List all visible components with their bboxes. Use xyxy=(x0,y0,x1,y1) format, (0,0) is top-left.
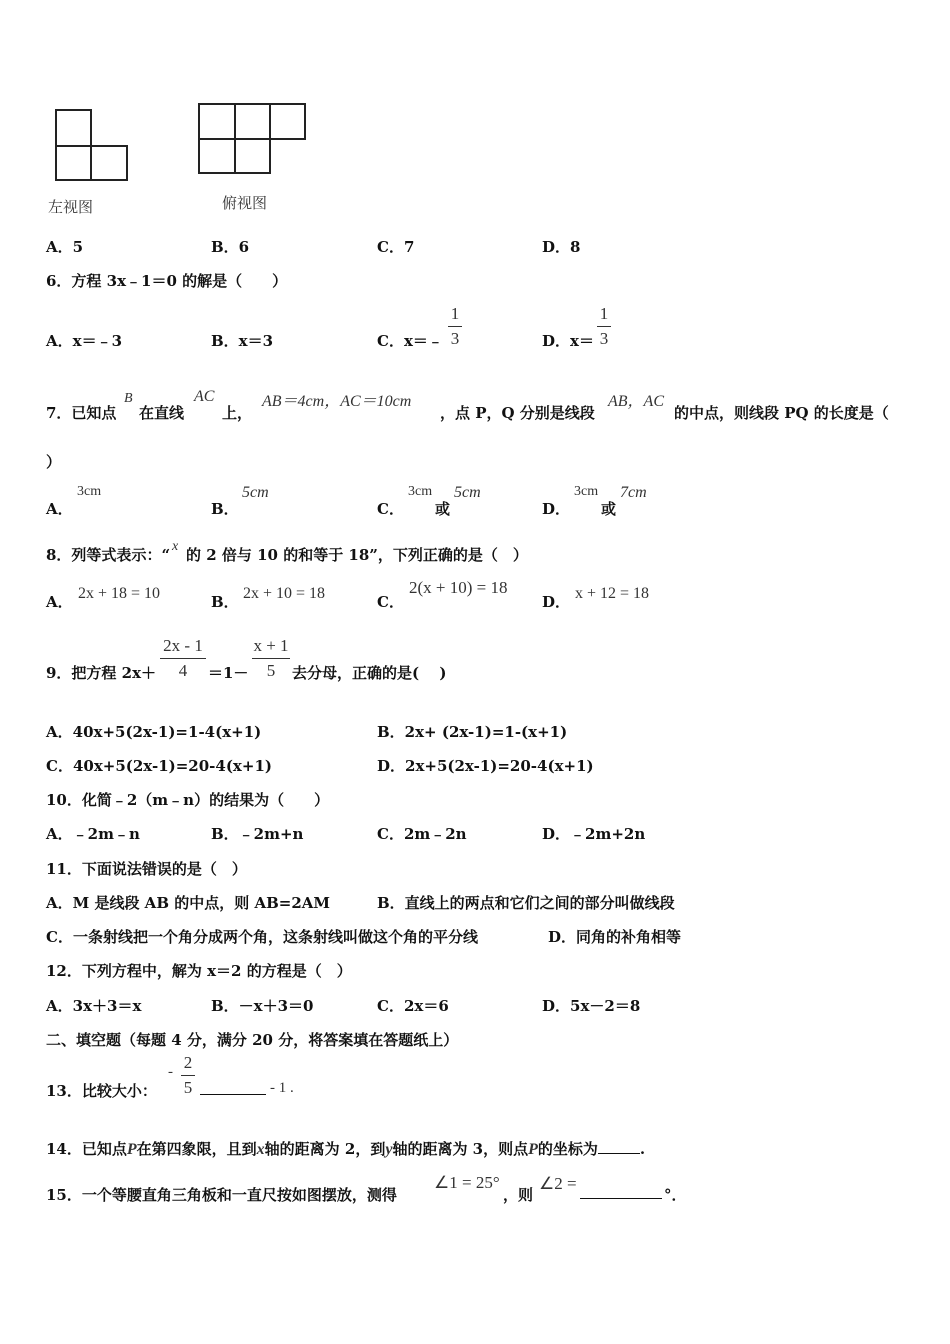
q14-axis-y: y xyxy=(385,1141,393,1158)
q15-unit: °． xyxy=(664,1186,687,1204)
fraction-denominator: 3 xyxy=(599,329,609,348)
q5-option-b: B．6 xyxy=(211,238,250,256)
q12-option-b: B．－x＋3＝0 xyxy=(211,997,314,1015)
fraction-bar xyxy=(597,326,611,327)
q9-option-d: D．2x+5(2x-1)=20-4(x+1) xyxy=(377,757,594,775)
q7-segments: AB，AC xyxy=(608,393,664,410)
q9-fraction-1 xyxy=(160,635,206,682)
q12-option-d: D．5x－2＝8 xyxy=(542,997,641,1015)
q14-end: . xyxy=(639,1140,646,1158)
q7-lengths: AB＝4cm，AC＝10cm xyxy=(262,393,412,410)
q7-option-c-label: C． xyxy=(377,500,404,518)
q14-text-2: 在第四象限，且到 xyxy=(136,1140,257,1158)
q6-option-d-fraction xyxy=(597,303,611,350)
q11-option-b: B．直线上的两点和它们之间的部分叫做线段 xyxy=(377,894,675,912)
q13-tail: - 1 . xyxy=(270,1080,294,1096)
q9-stem-start: 9．把方程 2x＋ xyxy=(46,664,157,682)
q7-option-d-or: 或 xyxy=(601,500,617,518)
q7-option-b-label: B． xyxy=(211,500,239,518)
q8-option-c-label: C． xyxy=(377,593,404,611)
q7-option-a-label: A． xyxy=(46,500,73,518)
q15-angle-2: ∠2 = xyxy=(539,1174,577,1193)
q15-answer-blank[interactable] xyxy=(580,1184,662,1203)
q10-option-a: A．﹣2m﹣n xyxy=(46,825,140,843)
q9-option-b: B．2x+ (2x-1)=1-(x+1) xyxy=(377,723,568,741)
q14-point-p: P xyxy=(126,1141,137,1158)
left-view-figure xyxy=(56,110,127,180)
top-view-figure xyxy=(199,104,305,173)
q14-answer-blank[interactable] xyxy=(598,1139,640,1154)
q10-option-c: C．2m﹣2n xyxy=(377,825,467,843)
q7-option-d-label: D． xyxy=(542,500,571,518)
q9-equals: ＝1－ xyxy=(208,664,249,682)
q14-point-p-2: P xyxy=(528,1141,538,1158)
q11-option-d: D．同角的补角相等 xyxy=(548,928,682,946)
q7-close-paren: ） xyxy=(46,453,62,471)
q9-option-a: A．40x+5(2x-1)=1-4(x+1) xyxy=(46,723,262,741)
q11-stem: 11．下面说法错误的是（ ） xyxy=(46,860,247,878)
fraction-denominator: 4 xyxy=(178,661,188,680)
q7-line-ac: AC xyxy=(194,388,215,405)
fraction-denominator: 5 xyxy=(266,661,276,680)
q14-text-5: 的坐标为 xyxy=(537,1140,598,1158)
q9-option-c: C．40x+5(2x-1)=20-4(x+1) xyxy=(46,757,272,775)
q7-option-a-value: 3cm xyxy=(77,484,102,499)
q13-negative-sign: - xyxy=(168,1064,173,1080)
q7-on-line: 在直线 xyxy=(139,404,185,422)
fraction-bar xyxy=(160,658,206,659)
q8-stem-end: 的 2 倍与 10 的和等于 18”，下列正确的是（ ） xyxy=(186,546,528,564)
q6-option-d: D．x＝ xyxy=(542,332,594,350)
q13-answer-blank[interactable] xyxy=(200,1080,266,1099)
q8-stem-start: 8．列等式表示：“ xyxy=(46,546,171,564)
q5-option-d: D．8 xyxy=(542,238,581,256)
fraction-bar xyxy=(448,326,462,327)
q14-line xyxy=(46,1138,645,1159)
q8-option-b-value: 2x + 10 = 18 xyxy=(243,585,326,602)
fraction-numerator: 1 xyxy=(450,304,460,323)
q7-option-d-value1: 3cm xyxy=(574,484,599,499)
q5-option-c: C．7 xyxy=(377,238,415,256)
q11-option-a: A．M 是线段 AB 的中点，则 AB=2AM xyxy=(46,894,331,912)
q12-stem: 12．下列方程中，解为 x＝2 的方程是（ ） xyxy=(46,962,352,980)
q7-end-text: 的中点，则线段 PQ 的长度是（ xyxy=(674,404,889,422)
q6-option-a: A．x＝﹣3 xyxy=(46,332,123,350)
q14-text-4: 轴的距离为 3，则点 xyxy=(392,1140,529,1158)
q7-option-d-value2: 7cm xyxy=(620,484,647,501)
q7-option-c-value2: 5cm xyxy=(454,484,481,501)
q7-option-b-value: 5cm xyxy=(242,484,269,501)
q14-axis-x: x xyxy=(256,1141,265,1158)
q8-option-d-value: x + 12 = 18 xyxy=(575,585,650,602)
q7-option-c-or: 或 xyxy=(435,500,451,518)
q8-option-d-label: D． xyxy=(542,593,571,611)
q12-option-a: A．3x＋3＝x xyxy=(46,997,142,1015)
q6-option-c: C．x＝﹣ xyxy=(377,332,443,350)
q8-option-c-value: 2(x + 10) = 18 xyxy=(409,578,508,597)
q8-option-b-label: B． xyxy=(211,593,239,611)
fraction-numerator: 2x - 1 xyxy=(163,636,203,655)
q9-stem-end: 去分母，正确的是( ) xyxy=(292,664,447,682)
left-view-label: 左视图 xyxy=(48,198,94,216)
q6-option-c-fraction xyxy=(448,303,462,350)
fraction-bar xyxy=(181,1075,195,1076)
q15-angle-1: ∠1 = 25° xyxy=(434,1173,500,1192)
q7-shang: 上， xyxy=(222,404,253,422)
q8-option-a-label: A． xyxy=(46,593,73,611)
q7-point-b: B xyxy=(124,391,133,406)
q5-option-a: A．5 xyxy=(46,238,84,256)
fraction-denominator: 5 xyxy=(183,1078,193,1097)
q6-stem: 6．方程 3x﹣1＝0 的解是（ ） xyxy=(46,272,288,290)
fraction-denominator: 3 xyxy=(450,329,460,348)
q10-stem: 10．化简﹣2（m﹣n）的结果为（ ） xyxy=(46,791,330,809)
q14-text-3: 轴的距离为 2，到 xyxy=(264,1140,386,1158)
q9-fraction-2 xyxy=(252,635,290,682)
q10-option-b: B．﹣2m+n xyxy=(211,825,304,843)
q7-mid-text: ，点 P，Q 分别是线段 xyxy=(440,404,595,422)
q14-text-1: 14．已知点 xyxy=(46,1140,127,1158)
q13-stem: 13．比较大小： xyxy=(46,1082,157,1100)
q13-fraction xyxy=(181,1052,195,1099)
q6-option-b: B．x＝3 xyxy=(211,332,274,350)
fraction-numerator: 1 xyxy=(599,304,609,323)
q12-option-c: C．2x＝6 xyxy=(377,997,449,1015)
q7-stem-start: 7．已知点 xyxy=(46,404,117,422)
q7-option-c-value1: 3cm xyxy=(408,484,433,499)
q11-option-c: C．一条射线把一个角分成两个角，这条射线叫做这个角的平分线 xyxy=(46,928,478,946)
q8-var-x: x xyxy=(172,539,179,554)
section-2-title: 二、填空题（每题 4 分，满分 20 分，将答案填在答题纸上） xyxy=(46,1031,459,1049)
top-view-label: 俯视图 xyxy=(222,194,268,212)
fraction-numerator: x + 1 xyxy=(253,636,289,655)
fraction-bar xyxy=(252,658,290,659)
fraction-numerator: 2 xyxy=(183,1053,193,1072)
q15-stem: 15．一个等腰直角三角板和一直尺按如图摆放，测得 xyxy=(46,1186,397,1204)
q8-option-a-value: 2x + 18 = 10 xyxy=(78,585,161,602)
q10-option-d: D．﹣2m+2n xyxy=(542,825,646,843)
q15-then: ，则 xyxy=(503,1186,534,1204)
